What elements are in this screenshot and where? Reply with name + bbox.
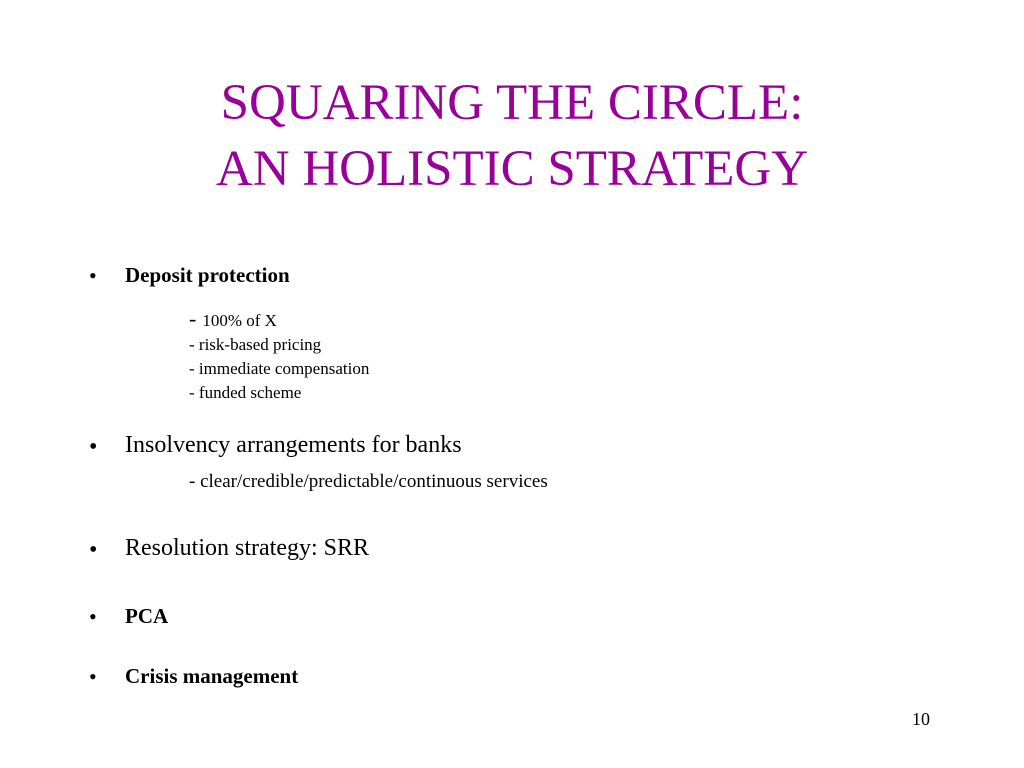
bullet-glyph: • — [89, 263, 97, 288]
bullet-label: Resolution strategy: SRR — [125, 535, 370, 561]
bullet-label: Deposit protection — [125, 263, 290, 287]
bullet-label: Insolvency arrangements for banks — [125, 432, 462, 458]
bullet-glyph: • — [89, 604, 97, 629]
sub-item: - clear/credible/predictable/continuous services — [189, 471, 548, 492]
sub-item: - risk-based pricing — [189, 335, 322, 354]
sub-item: - 100% of X — [189, 306, 277, 331]
bullet-glyph: • — [89, 537, 98, 563]
bullet-label: Crisis management — [125, 664, 299, 688]
sub-item: - funded scheme — [189, 383, 302, 402]
page-number: 10 — [912, 709, 930, 729]
sub-item-text: 100% of X — [202, 311, 277, 330]
bullet-glyph: • — [89, 434, 98, 460]
slide-title-line-1: SQUARING THE CIRCLE: — [220, 75, 804, 131]
bullet-label: PCA — [125, 604, 169, 628]
sub-item: - immediate compensation — [189, 359, 370, 378]
slide-title-line-2: AN HOLISTIC STRATEGY — [215, 141, 809, 197]
bullet-glyph: • — [89, 664, 97, 689]
